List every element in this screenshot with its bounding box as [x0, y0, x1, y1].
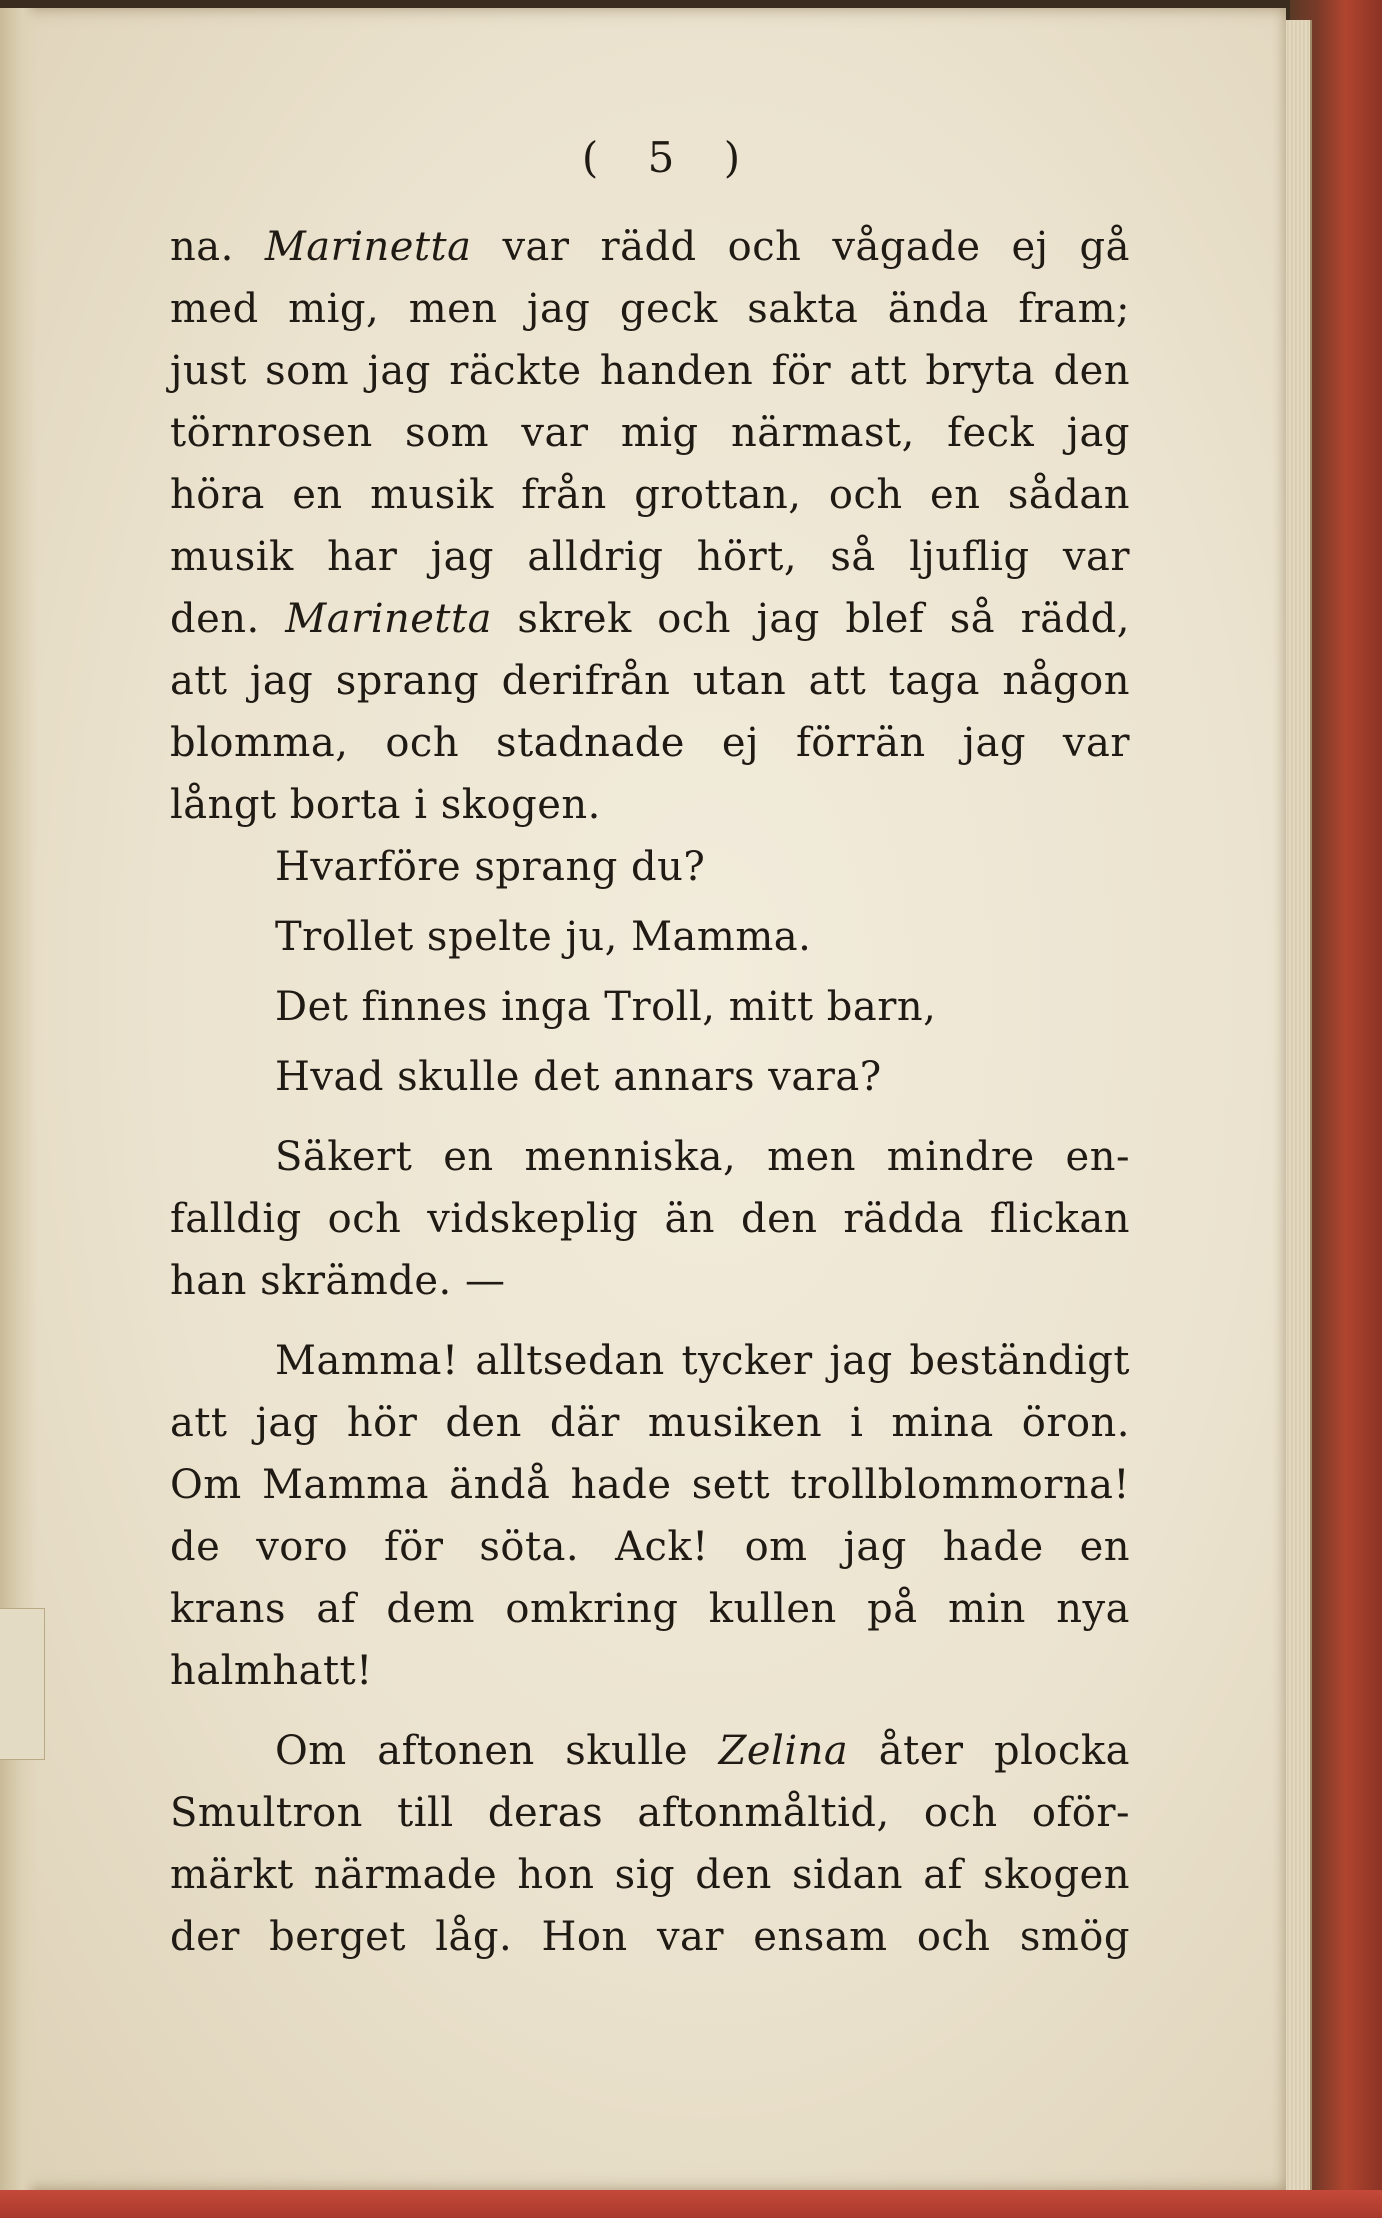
- text-segment: Hvarföre sprang du?: [275, 844, 706, 890]
- italic-name: Marinetta: [285, 596, 492, 642]
- book-bottom-edge: [0, 2190, 1382, 2218]
- text-line: [170, 1392, 1130, 1454]
- text-line: [170, 1250, 1130, 1312]
- text-segment: Det finnes inga Troll, mitt barn,: [275, 984, 937, 1030]
- text-segment: Om Mamma ändå hade sett trollblommorna!: [170, 1462, 1130, 1508]
- text-line: [170, 836, 1130, 898]
- text-segment: Om aftonen skulle: [275, 1728, 719, 1774]
- text-line: [170, 1126, 1130, 1188]
- book-page: [0, 8, 1286, 2190]
- text-segment: han skrämde. —: [170, 1258, 506, 1304]
- text-segment: blomma, och stadnade ej förrän jag var: [170, 720, 1130, 766]
- text-line: [170, 712, 1130, 774]
- text-segment: Trollet spelte ju, Mamma.: [275, 914, 812, 960]
- text-segment: der berget låg. Hon var ensam och smög: [170, 1914, 1130, 1960]
- text-line: [170, 1640, 1130, 1702]
- text-line: [170, 976, 1130, 1038]
- text-line: [170, 1578, 1130, 1640]
- text-line: [170, 464, 1130, 526]
- text-segment: med mig, men jag geck sakta ända fram;: [170, 286, 1130, 332]
- text-segment: halmhatt!: [170, 1648, 373, 1694]
- paper-tab: [0, 1608, 45, 1760]
- text-segment: falldig och vidskeplig än den rädda flickan: [170, 1196, 1130, 1242]
- text-segment: de voro för söta. Ack! om jag hade en: [170, 1524, 1130, 1570]
- text-line: [170, 1906, 1130, 1968]
- text-segment: Hvad skulle det annars vara?: [275, 1054, 882, 1100]
- text-line: [170, 906, 1130, 968]
- text-segment: musik har jag alldrig hört, så ljuflig var: [170, 534, 1130, 580]
- text-segment: att jag sprang derifrån utan att taga någon: [170, 658, 1130, 704]
- text-segment: just som jag räckte handen för att bryta den: [170, 348, 1130, 394]
- text-line: [170, 1330, 1130, 1392]
- text-line: [170, 402, 1130, 464]
- text-line: [170, 588, 1130, 650]
- text-line: [170, 1844, 1130, 1906]
- text-segment: att jag hör den där musiken i mina öron.: [170, 1400, 1130, 1446]
- text-line: [170, 1516, 1130, 1578]
- text-line: [170, 774, 1130, 836]
- text-line: [170, 650, 1130, 712]
- text-line: [170, 1046, 1130, 1108]
- text-segment: den.: [170, 596, 286, 642]
- text-segment: törnrosen som var mig närmast, feck jag: [170, 410, 1130, 456]
- text-segment: långt borta i skogen.: [170, 782, 601, 828]
- text-segment: var rädd och vågade ej gå: [471, 224, 1131, 270]
- text-segment: krans af dem omkring kullen på min nya: [170, 1586, 1130, 1632]
- text-segment: skrek och jag blef så rädd,: [491, 596, 1130, 642]
- page-gutter: [0, 8, 38, 2190]
- text-segment: Mamma! alltsedan tycker jag beständigt: [275, 1338, 1130, 1384]
- text-line: [170, 1782, 1130, 1844]
- italic-name: Marinetta: [264, 224, 472, 270]
- page-number: ( 5 ): [581, 133, 759, 182]
- text-line: [170, 340, 1130, 402]
- text-segment: åter plocka: [848, 1728, 1130, 1774]
- text-segment: Smultron till deras aftonmåltid, och oför-: [170, 1790, 1130, 1836]
- text-line: [170, 216, 1130, 278]
- text-segment: Säkert en menniska, men mindre en-: [275, 1134, 1130, 1180]
- text-line: [170, 278, 1130, 340]
- text-segment: na.: [170, 224, 265, 270]
- text-line: [170, 1720, 1130, 1782]
- text-segment: märkt närmade hon sig den sidan af skogen: [170, 1852, 1130, 1898]
- text-line: [170, 1188, 1130, 1250]
- italic-name: Zelina: [718, 1728, 849, 1774]
- text-line: [170, 1454, 1130, 1516]
- text-line: [170, 526, 1130, 588]
- text-segment: höra en musik från grottan, och en sådan: [170, 472, 1130, 518]
